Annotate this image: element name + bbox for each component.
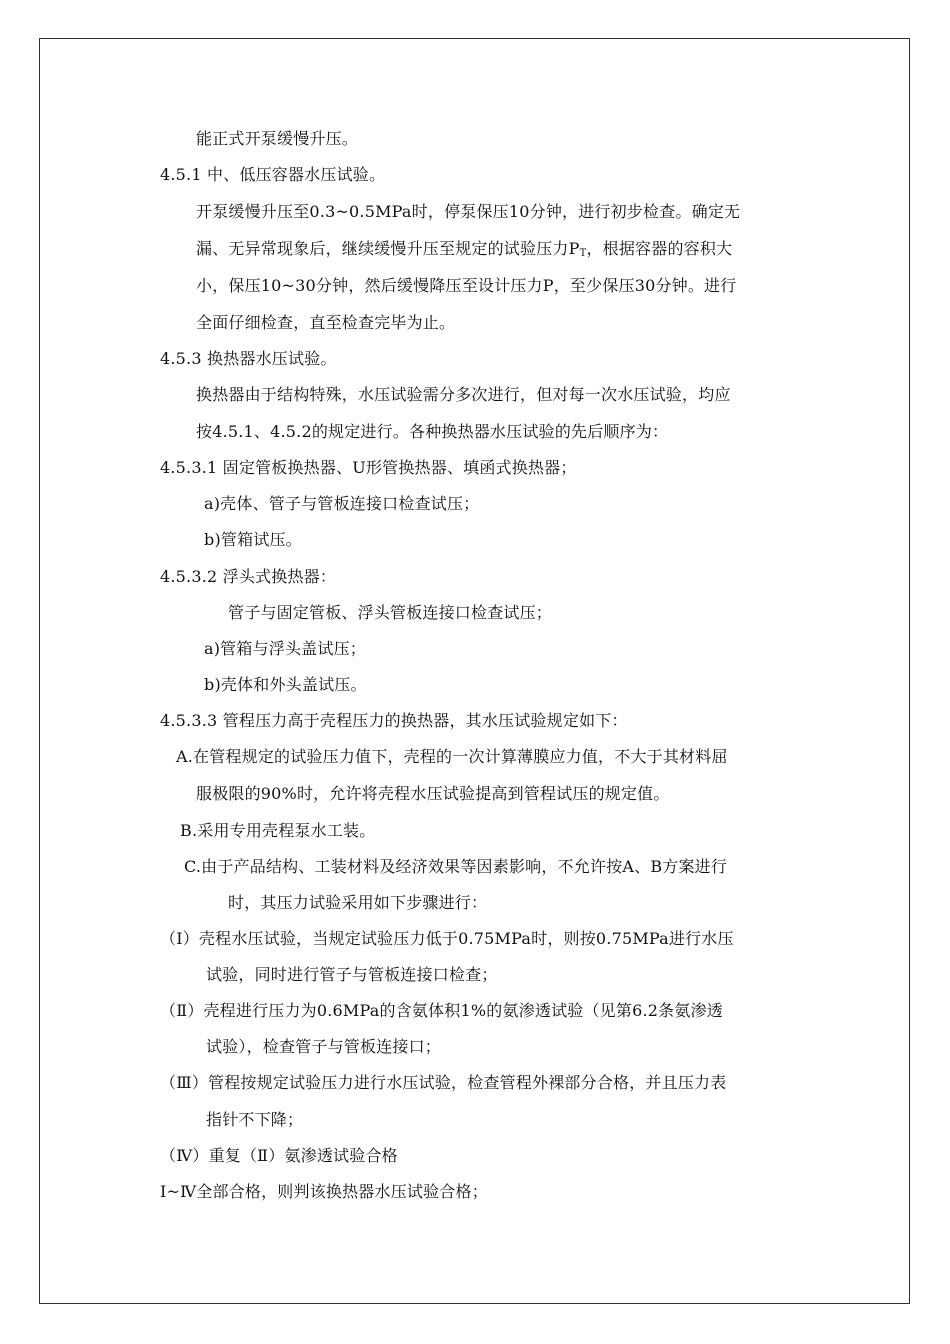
step-item: （Ⅲ）管程按规定试验压力进行水压试验，检查管程外裸部分合格，并且压力表: [160, 1073, 727, 1092]
text-segment: 漏、无异常现象后，继续缓慢升压至规定的试验压力P: [196, 239, 580, 258]
section-heading-4-5-1: 4.5.1 中、低压容器水压试验。: [160, 165, 386, 184]
text-line: 试验，同时进行管子与管板连接口检查；: [206, 965, 498, 984]
conclusion-line: Ⅰ~Ⅳ全部合格，则判该换热器水压试验合格；: [160, 1182, 488, 1201]
list-item: a)管箱与浮头盖试压；: [204, 639, 366, 658]
section-heading-4-5-3: 4.5.3 换热器水压试验。: [160, 349, 337, 368]
text-line: [196, 239, 732, 264]
text-line: 开泵缓慢升压至0.3~0.5MPa时，停泵保压10分钟，进行初步检查。确定无: [196, 202, 741, 221]
text-line: 换热器由于结构特殊，水压试验需分多次进行，但对每一次水压试验，均应: [196, 385, 731, 404]
step-item: （Ⅳ）重复（Ⅱ）氨渗透试验合格: [160, 1146, 398, 1165]
text-segment: ，根据容器的容积大: [586, 239, 733, 258]
text-line: 管子与固定管板、浮头管板连接口检查试压；: [228, 603, 553, 622]
list-item: A.在管程规定的试验压力值下，壳程的一次计算薄膜应力值，不大于其材料屈: [176, 747, 728, 766]
section-heading-4-5-3-3: 4.5.3.3 管程压力高于壳程压力的换热器，其水压试验规定如下：: [160, 711, 628, 730]
subscript-t: T: [579, 248, 587, 259]
page-border: [39, 38, 910, 1304]
list-item: b)壳体和外头盖试压。: [204, 675, 367, 694]
section-heading-4-5-3-2: 4.5.3.2 浮头式换热器：: [160, 567, 337, 586]
text-line: 试验），检查管子与管板连接口；: [206, 1037, 442, 1056]
step-item: （Ⅰ）壳程水压试验，当规定试验压力低于0.75MPa时，则按0.75MPa进行水压: [160, 929, 734, 948]
text-line: 服极限的90%时，允许将壳程水压试验提高到管程试压的规定值。: [196, 784, 670, 803]
list-item: b)管箱试压。: [204, 530, 302, 549]
text-line: 时，其压力试验采用如下步骤进行：: [228, 893, 488, 912]
list-item: a)壳体、管子与管板连接口检查试压；: [204, 494, 480, 513]
text-line: 全面仔细检查，直至检查完毕为止。: [196, 313, 456, 332]
text-line: 按4.5.1、4.5.2的规定进行。各种换热器水压试验的先后顺序为：: [196, 422, 669, 441]
step-item: （Ⅱ）壳程进行压力为0.6MPa的含氨体积1%的氨渗透试验（见第6.2条氨渗透: [160, 1001, 723, 1020]
section-heading-4-5-3-1: 4.5.3.1 固定管板换热器、U形管换热器、填函式换热器；: [160, 458, 577, 477]
text-line: 小，保压10~30分钟，然后缓慢降压至设计压力P，至少保压30分钟。进行: [196, 276, 737, 295]
text-line: 指针不下降；: [206, 1110, 304, 1129]
list-item: B.采用专用壳程泵水工装。: [180, 821, 376, 840]
list-item: C.由于产品结构、工装材料及经济效果等因素影响，不允许按A、B方案进行: [184, 857, 728, 876]
text-line: 能正式开泵缓慢升压。: [196, 129, 359, 148]
